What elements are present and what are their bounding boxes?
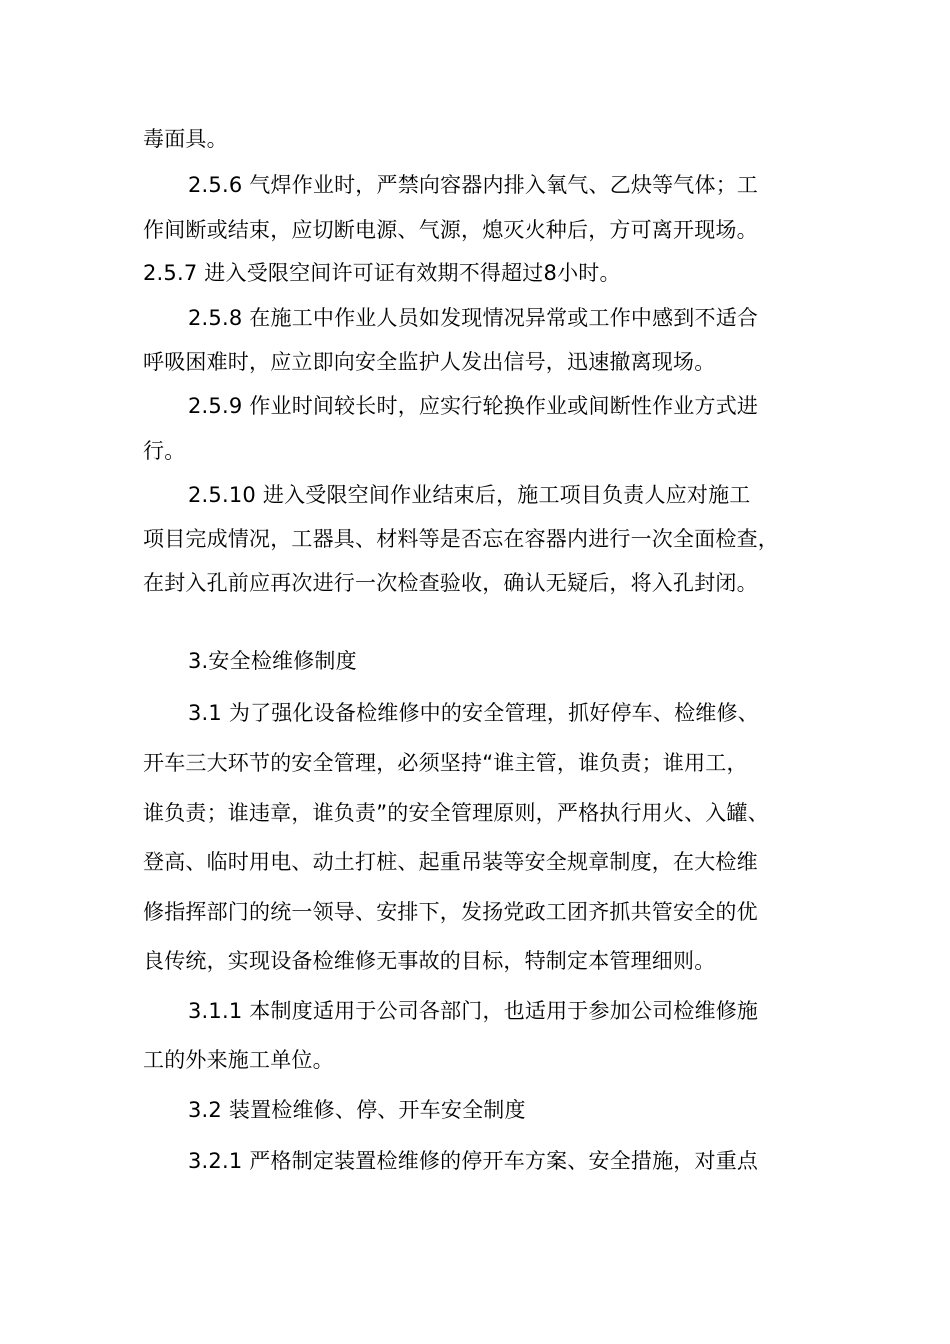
text-line: 在封入孔前应再次进行一次检查验收，确认无疑后，将入孔封闭。 xyxy=(143,571,758,595)
text-line: 谁负责；谁违章，谁负责”的安全管理原则，严格执行用火、入罐、 xyxy=(143,801,769,825)
text-line: 工的外来施工单位。 xyxy=(143,1048,334,1072)
subsection-heading: 3.2 装置检维修、停、开车安全制度 xyxy=(188,1098,526,1122)
text-line: 良传统，实现设备检维修无事故的目标，特制定本管理细则。 xyxy=(143,949,716,973)
text-line: 作间断或结束，应切断电源、气源，熄灭火种后，方可离开现场。 xyxy=(143,218,758,242)
text-line: 2.5.10 进入受限空间作业结束后，施工项目负责人应对施工 xyxy=(188,483,751,507)
text-line: 行。 xyxy=(143,439,186,463)
text-line: 项目完成情况，工器具、材料等是否忘在容器内进行一次全面检查， xyxy=(143,527,779,551)
text-line: 登高、临时用电、动土打桩、起重吊装等安全规章制度，在大检维 xyxy=(143,850,758,874)
text-line: 毒面具。 xyxy=(143,127,228,151)
text-line: 开车三大环节的安全管理，必须坚持“谁主管，谁负责；谁用工， xyxy=(143,751,748,775)
text-line: 3.1.1 本制度适用于公司各部门，也适用于参加公司检维修施 xyxy=(188,999,759,1023)
text-line: 修指挥部门的统一领导、安排下，发扬党政工团齐抓共管安全的优 xyxy=(143,900,758,924)
text-line: 2.5.7 进入受限空间许可证有效期不得超过8小时。 xyxy=(143,261,621,285)
text-line: 呼吸困难时，应立即向安全监护人发出信号，迅速撤离现场。 xyxy=(143,350,716,374)
text-line: 2.5.8 在施工中作业人员如发现情况异常或工作中感到不适合 xyxy=(188,306,759,330)
text-line: 2.5.6 气焊作业时，严禁向容器内排入氧气、乙炔等气体；工 xyxy=(188,173,759,197)
text-line: 2.5.9 作业时间较长时，应实行轮换作业或间断性作业方式进 xyxy=(188,394,759,418)
text-line: 3.2.1 严格制定装置检维修的停开车方案、安全措施，对重点 xyxy=(188,1149,759,1173)
section-heading: 3.安全检维修制度 xyxy=(188,649,357,673)
text-line: 3.1 为了强化设备检维修中的安全管理，抓好停车、检维修、 xyxy=(188,701,759,725)
